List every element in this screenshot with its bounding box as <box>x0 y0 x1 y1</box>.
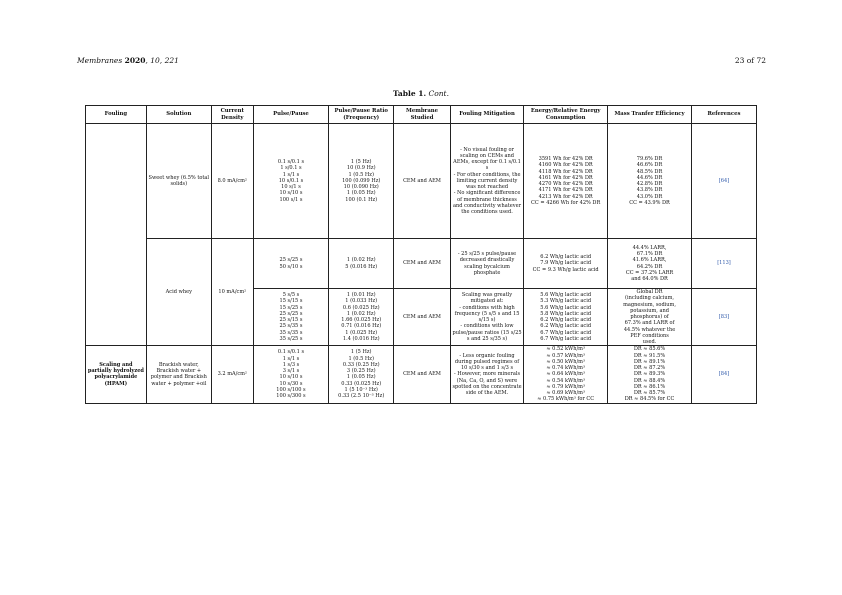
energy-cell-line: 4171 Wh for 42% DR <box>538 187 593 194</box>
ratio-cell-line: 1 (0.05 Hz) <box>346 190 376 197</box>
mitigation-cell-line: - No significant difference of membrane thickness and conductivity whatever the conditions used. <box>453 190 521 216</box>
pulse-pause-cell-line: 35 s/35 s <box>279 329 303 336</box>
pulse-pause-cell-line: 25 s/35 s <box>279 323 303 330</box>
table-row <box>86 346 757 403</box>
energy-cell-line: 5.6 Wh/g lactic acid <box>540 304 592 311</box>
mass-transfer-cell-line: phosphorus) of <box>630 314 669 320</box>
energy-cell-line: 6.2 Wh/g lactic acid <box>540 323 592 330</box>
pulse-pause-cell-line: 15 s/25 s <box>279 304 303 311</box>
energy-cell-line: 4270 Wh for 42% DR <box>538 181 593 187</box>
mass-transfer-cell-line: 41.6% LARR, <box>632 257 667 264</box>
mass-transfer-cell-line: DR ≈ 85.7% <box>633 390 666 396</box>
energy-cell-line: ≈ 0.69 kWh/m³ <box>546 390 585 396</box>
mass-transfer-cell-line: DR ≈ 86.1% <box>633 383 666 390</box>
ratio-cell-line: 0.33 (0.025 Hz) <box>341 380 382 387</box>
mitigation-cell <box>450 346 523 403</box>
pulse-pause-cell-line: 10 s/1 s <box>281 184 301 191</box>
current-density-cell: 8.0 mA/cm² <box>211 124 253 239</box>
solution-cell: Acid whey <box>146 239 211 346</box>
ratio-cell-line: 1 (0.025 Hz) <box>345 329 378 336</box>
mass-transfer-cell-line: 46.6% DR <box>636 162 663 169</box>
ratio-cell-line: 10 (0.090 Hz) <box>343 184 379 191</box>
energy-cell-line: 7.9 Wh/g lactic acid <box>540 260 592 267</box>
ratio-cell-line: 3 (0.25 Hz) <box>346 368 376 375</box>
pulse-pause-cell-line: 10 s/30 s <box>279 380 303 387</box>
mitigation-cell-line: - No visual fouling or scaling on CEMs and AEMs, except for 0.1 s/0.1 s <box>453 146 521 172</box>
mass-transfer-cell-line: DR ≈ 88.4% <box>633 377 666 384</box>
col-energy: Energy/Relative Energy Consumption <box>524 106 608 124</box>
energy-cell-line: ≈ 0.52 kWh/m³ <box>546 346 585 353</box>
ratio-cell-line: 1 (5 10⁻³ Hz) <box>344 386 378 393</box>
energy-cell-line: ≈ 0.64 kWh/m³ <box>546 371 585 378</box>
pulse-pause-cell <box>253 289 328 346</box>
col-current-density: Current Density <box>211 106 253 124</box>
ratio-cell <box>329 289 394 346</box>
membrane-cell: CEM and AEM <box>394 239 451 289</box>
mass-transfer-cell-line: DR ≈ 91.5% <box>633 352 666 359</box>
energy-cell-line: 6.7 Wh/g lactic acid <box>540 329 592 336</box>
pulse-pause-cell-line: 100 s/1 s <box>279 196 303 203</box>
energy-cell-line: 4161 Wh for 42% DR <box>538 174 593 181</box>
current-density-cell: 3.2 mA/cm² <box>211 346 253 403</box>
ratio-cell-line: 1 (0.5 Hz) <box>348 171 374 178</box>
energy-cell-line: 3591 Wh for 42% DR <box>538 156 593 162</box>
table-caption <box>0 89 842 98</box>
energy-cell <box>524 289 608 346</box>
pulse-pause-cell-line: 10 s/0.1 s <box>278 177 304 184</box>
mitigation-cell-line: Scaling was greatly mitigated at: <box>461 292 513 305</box>
table-row <box>86 124 757 239</box>
pulse-pause-cell-line: 100 s/300 s <box>276 393 306 400</box>
ratio-cell-line: 1 (0.02 Hz) <box>346 257 376 264</box>
solution-cell: Sweet whey (6.5% total solids) <box>146 124 211 239</box>
col-mass-transfer: Mass Tranfer Efficiency <box>608 106 692 124</box>
ratio-cell-line: 0.71 (0.016 Hz) <box>341 323 382 330</box>
pulse-pause-cell-line: 50 s/10 s <box>279 263 303 270</box>
pulse-pause-cell-line: 100 s/100 s <box>276 386 306 393</box>
mass-transfer-cell-line: (including calcium, <box>625 295 675 302</box>
energy-cell-line: 4213 Wh for 42% DR <box>538 193 593 200</box>
table-body <box>86 124 757 404</box>
pulse-pause-cell-line: 1 s/0.1 s <box>280 165 302 172</box>
energy-cell <box>524 124 608 239</box>
mass-transfer-cell-line: 79.6% DR <box>636 156 663 162</box>
membrane-cell: CEM and AEM <box>394 346 451 403</box>
ratio-cell-line: 1 (0.01 Hz) <box>346 292 376 299</box>
energy-cell-line: ≈ 0.75 kWh/m³ for CC <box>537 396 595 403</box>
ratio-cell-line: 1.4 (0.016 Hz) <box>342 335 380 342</box>
fouling-cell: Scaling and partially hydrolyzed polyacrylamide (HPAM) <box>86 346 147 403</box>
caption-label: Table 1. <box>393 89 427 98</box>
journal-volume: , 10, 221 <box>145 56 179 65</box>
energy-cell-line: ≈ 0.50 kWh/m³ <box>546 358 585 365</box>
energy-cell <box>524 346 608 403</box>
mass-transfer-cell-line: DR ≈ 85.6% <box>633 346 666 353</box>
ratio-cell-line: 1.66 (0.025 Hz) <box>341 317 382 324</box>
ratio-cell <box>329 239 394 289</box>
pulse-pause-cell-line: 10 s/10 s <box>279 190 303 197</box>
col-membrane: Membrane Studied <box>394 106 451 124</box>
pulse-pause-cell-line: 10 s/10 s <box>279 374 303 381</box>
ratio-cell-line: 1 (0.05 Hz) <box>346 374 376 381</box>
ratio-cell-line: 1 (0.5 Hz) <box>348 355 374 362</box>
mass-transfer-cell <box>608 239 692 289</box>
energy-cell-line: 5.3 Wh/g lactic acid <box>540 298 592 305</box>
mass-transfer-cell-line: and 64.0% DR <box>631 276 668 282</box>
membrane-cell: CEM and AEM <box>394 289 451 346</box>
mass-transfer-cell-line: used. <box>642 339 657 345</box>
pulse-pause-cell-line: 5 s/5 s <box>282 292 300 299</box>
energy-cell-line: 5.8 Wh/g lactic acid <box>540 310 592 317</box>
mitigation-cell-line: - However, more minerals (Na, Ca, O, and S) were spotted on the concentrate side of the AEM. <box>452 371 522 396</box>
mass-transfer-cell-line: 67.3% and LARR of <box>624 320 675 327</box>
energy-cell-line: 4118 Wh for 42% DR <box>538 168 593 175</box>
energy-cell-line: CC = 9.3 Wh/g lactic acid <box>532 266 599 273</box>
mass-transfer-cell <box>608 124 692 239</box>
energy-cell-line: ≈ 0.54 kWh/m³ <box>546 377 585 384</box>
energy-cell <box>524 239 608 289</box>
mitigation-cell <box>450 289 523 346</box>
reference-link[interactable]: [83] <box>691 289 756 346</box>
ratio-cell-line: 1 (5 Hz) <box>350 349 372 356</box>
ratio-cell-line: 1 (5 Hz) <box>350 159 372 166</box>
pulse-pause-cell-line: 25 s/25 s <box>279 310 303 317</box>
ratio-cell-line: 10 (0.9 Hz) <box>346 165 376 172</box>
mass-transfer-cell-line: 42.8% DR <box>636 181 663 187</box>
energy-cell-line: 6.2 Wh/g lactic acid <box>540 254 592 261</box>
mitigation-cell-line: - conditions with low pulse/pause ratios (15 s/25 s and 25 s/35 s) <box>452 323 522 342</box>
mass-transfer-cell-line: DR ≈ 87.2% <box>633 365 666 371</box>
pulse-pause-cell-line: 35 s/25 s <box>279 335 303 342</box>
mass-transfer-cell-line: 43.0% DR <box>636 193 663 200</box>
mass-transfer-cell-line: 44.6% DR <box>636 174 663 181</box>
mass-transfer-cell <box>608 289 692 346</box>
pulse-pause-cell-line: 0.1 s/0.1 s <box>277 349 305 356</box>
mass-transfer-cell-line: 64.2% DR <box>636 263 663 270</box>
ratio-cell-line: 100 (0.099 Hz) <box>342 177 381 184</box>
journal-name: Membranes <box>77 56 123 65</box>
mass-transfer-cell-line: potassium, and <box>630 307 669 314</box>
ratio-cell-line: 5 (0.016 Hz) <box>345 263 378 270</box>
reference-link[interactable]: [84] <box>691 346 756 403</box>
mass-transfer-cell-line: 48.5% DR <box>636 168 663 175</box>
pulse-pause-cell-line: 1 s/1 s <box>282 355 300 362</box>
mass-transfer-cell-line: DR ≈ 89.3% <box>633 371 666 378</box>
energy-cell-line: ≈ 0.79 kWh/m³ <box>546 383 585 390</box>
energy-cell-line: 4160 Wh for 42% DR <box>538 162 593 169</box>
mitigation-cell-line: - For other conditions, the limiting current density was not reached <box>453 171 521 191</box>
col-mitigation: Fouling Mitigation <box>450 106 523 124</box>
pulse-pause-cell-line: 0.1 s/0.1 s <box>277 159 305 166</box>
ratio-cell-line: 0.33 (2.5 10⁻³ Hz) <box>338 393 385 400</box>
mass-transfer-cell-line: CC = 43.9% DR <box>629 199 670 206</box>
pulse-pause-cell <box>253 239 328 289</box>
ratio-cell-line: 100 (0.1 Hz) <box>345 196 378 203</box>
col-references: References <box>691 106 756 124</box>
table-header-row <box>86 106 757 124</box>
table-row <box>86 239 757 289</box>
mass-transfer-cell-line: DR ≈ 89.1% <box>633 358 666 365</box>
mass-transfer-cell-line: 44.5% whatever the <box>623 326 676 333</box>
pulse-pause-cell-line: 3 s/1 s <box>282 368 300 375</box>
journal-year: 2020 <box>124 56 146 65</box>
mass-transfer-cell-line: magnesium, sodium, <box>623 301 676 308</box>
col-ratio: Pulse/Pause Ratio (Frequency) <box>329 106 394 124</box>
pulse-pause-cell-line: 1 s/3 s <box>282 361 300 368</box>
energy-cell-line: ≈ 0.57 kWh/m³ <box>546 352 585 359</box>
mass-transfer-cell-line: 43.8% DR <box>636 187 663 194</box>
col-pulse-pause: Pulse/Pause <box>253 106 328 124</box>
energy-cell-line: 6.7 Wh/g lactic acid <box>540 335 592 342</box>
mass-transfer-cell-line: 67.1% DR <box>636 251 663 257</box>
page-number: 23 of 72 <box>734 56 766 65</box>
mitigation-cell-line: - 25 s/25 s pulse/pause decreased drastically scaling bycalcium phosphate <box>457 251 517 276</box>
mitigation-cell <box>450 239 523 289</box>
caption-cont: Cont. <box>428 89 449 98</box>
mass-transfer-cell-line: 44.4% LARR, <box>632 244 667 251</box>
mass-transfer-cell <box>608 346 692 403</box>
ratio-cell-line: 0.33 (0.25 Hz) <box>342 361 380 368</box>
reference-link[interactable]: [113] <box>691 239 756 289</box>
pulse-pause-cell <box>253 346 328 403</box>
energy-cell-line: 5.6 Wh/g lactic acid <box>540 292 592 299</box>
mass-transfer-cell-line: Global DR <box>636 289 663 295</box>
mitigation-cell <box>450 124 523 239</box>
solution-cell: Brackish water, Brackish water + polymer and Brackish water + polymer +oil <box>146 346 211 403</box>
mass-transfer-cell-line: CC = 37.2% LARR <box>625 269 674 276</box>
pulse-pause-cell <box>253 124 328 239</box>
col-solution: Solution <box>146 106 211 124</box>
pulse-pause-cell-line: 25 s/25 s <box>279 257 303 264</box>
ratio-cell-line: 1 (0.02 Hz) <box>346 310 376 317</box>
running-header-journal <box>77 56 179 65</box>
energy-cell-line: 6.2 Wh/g lactic acid <box>540 317 592 324</box>
current-density-cell: 10 mA/cm² <box>211 239 253 346</box>
fouling-table <box>85 105 757 404</box>
pulse-pause-cell-line: 1 s/1 s <box>282 171 300 178</box>
energy-cell-line: CC = 4266 Wh for 42% DR <box>531 199 601 206</box>
mitigation-cell-line: - conditions with high frequency (5 s/5 s and 15 s/15 s) <box>454 304 520 324</box>
fouling-cell <box>86 124 147 346</box>
reference-link[interactable]: [64] <box>691 124 756 239</box>
ratio-cell <box>329 346 394 403</box>
pulse-pause-cell-line: 25 s/15 s <box>279 317 303 324</box>
ratio-cell <box>329 124 394 239</box>
mitigation-cell-line: - Less organic fouling during pulsed regimes of 10 s/30 s and 1 s/3 s <box>454 352 520 371</box>
energy-cell-line: ≈ 0.74 kWh/m³ <box>546 365 585 371</box>
col-fouling: Fouling <box>86 106 147 124</box>
mass-transfer-cell-line: DR ≈ 84.5% for CC <box>624 396 675 403</box>
ratio-cell-line: 1 (0.033 Hz) <box>345 298 378 305</box>
mass-transfer-cell-line: PEF conditions <box>630 332 669 339</box>
pulse-pause-cell-line: 15 s/15 s <box>279 298 303 305</box>
membrane-cell: CEM and AEM <box>394 124 451 239</box>
ratio-cell-line: 0.6 (0.025 Hz) <box>342 304 380 311</box>
